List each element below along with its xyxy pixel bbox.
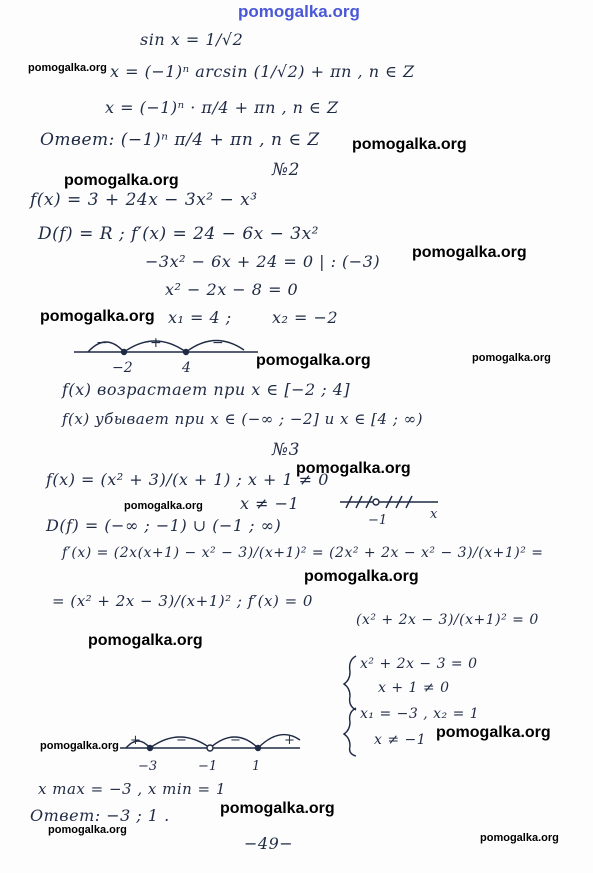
sign-3-3: + (284, 733, 295, 748)
watermark: pomogalka.org (40, 308, 155, 325)
watermark-top: pomogalka.org (238, 2, 360, 21)
extrema: x max = −3 , x min = 1 (38, 780, 226, 798)
eq-root2: x₂ = −2 (272, 308, 339, 327)
answer-3: Ответ: −3 ; 1 . (30, 806, 170, 825)
sign-1-2: − (212, 335, 224, 351)
system1-eq1: x² + 2x − 3 = 0 (360, 656, 478, 672)
watermark: pomogalka.org (88, 632, 203, 649)
task-number-2: №2 (272, 160, 300, 180)
eq-pi4: x = (−1)ⁿ · π/4 + πn , n ∈ Z (105, 98, 339, 117)
decrease-text: f(x) убывает при x ∈ (−∞ ; −2] и x ∈ [4 ; ∞) (62, 410, 423, 428)
brace-2 (344, 708, 356, 756)
watermark: pomogalka.org (28, 62, 107, 74)
watermark: pomogalka.org (256, 352, 371, 369)
point-1-1: 4 (182, 360, 191, 376)
watermark: pomogalka.org (296, 460, 411, 477)
point-1-0: −2 (112, 360, 133, 376)
eq-arcsin: x = (−1)ⁿ arcsin (1/√2) + πn , n ∈ Z (110, 62, 415, 81)
eq-domain3: D(f) = (−∞ ; −1) ∪ (−1 ; ∞) (46, 516, 282, 535)
system2-roots: x₁ = −3 , x₂ = 1 (360, 706, 480, 722)
watermark: pomogalka.org (124, 500, 203, 512)
increase-text: f(x) возрастает при x ∈ [−2 ; 4] (62, 380, 351, 399)
sign-1-1: + (150, 335, 162, 351)
watermark: pomogalka.org (304, 568, 419, 585)
eq-deriv3: f′(x) = (2x(x+1) − x² − 3)/(x+1)² = (2x² + 2x − x² − 3)/(x+1)² = (62, 545, 544, 561)
eq-f3: f(x) = (x² + 3)/(x + 1) ; x + 1 ≠ 0 (46, 470, 329, 489)
eq-sin: sin x = 1/√2 (140, 30, 244, 49)
eq-x-neq: x ≠ −1 (240, 494, 300, 513)
point-3-0: −3 (138, 759, 158, 774)
system1-eq2: x + 1 ≠ 0 (378, 680, 450, 696)
point-3-2: 1 (252, 759, 261, 774)
task-number-3: №3 (272, 440, 300, 460)
answer-1: Ответ: (−1)ⁿ π/4 + πn , n ∈ Z (40, 130, 320, 150)
eq-domain-deriv: D(f) = R ; f′(x) = 24 − 6x − 3x² (38, 224, 319, 244)
watermark: pomogalka.org (352, 136, 467, 153)
eq-fraction-zero: (x² + 2x − 3)/(x+1)² = 0 (356, 612, 539, 628)
watermark: pomogalka.org (64, 172, 179, 189)
sign-1-0: − (96, 335, 108, 351)
eq-f2: f(x) = 3 + 24x − 3x² − x³ (30, 190, 258, 210)
eq-deriv3-simplified: = (x² + 2x − 3)/(x+1)² ; f′(x) = 0 (52, 592, 313, 610)
sign-3-0: + (130, 733, 141, 748)
watermark: pomogalka.org (480, 832, 559, 844)
eq-root1: x₁ = 4 ; (168, 308, 232, 327)
brace-1 (344, 656, 356, 710)
watermark: pomogalka.org (412, 244, 527, 261)
point-2-0: −1 (368, 513, 388, 528)
watermark: pomogalka.org (40, 740, 119, 752)
watermark: pomogalka.org (472, 352, 551, 364)
watermark: pomogalka.org (48, 824, 127, 836)
sign-3-2: − (230, 733, 241, 748)
watermark: pomogalka.org (436, 724, 551, 741)
eq-quadratic: x² − 2x − 8 = 0 (165, 280, 299, 299)
system2-excl: x ≠ −1 (374, 732, 427, 748)
watermark: pomogalka.org (220, 800, 335, 817)
point-3-1: −1 (198, 759, 218, 774)
axis-var-2: x (430, 507, 438, 522)
eq-deriv-zero: −3x² − 6x + 24 = 0 | : (−3) (145, 252, 381, 271)
page-number: −49− (244, 834, 294, 853)
sign-3-1: − (176, 733, 187, 748)
